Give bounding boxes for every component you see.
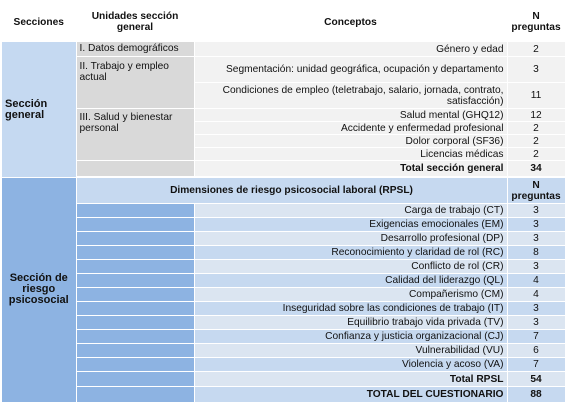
section-general-label: Sección general: [2, 42, 76, 178]
concept-cell: Segmentación: unidad geográfica, ocupación y departamento: [194, 57, 507, 83]
concept-cell: Conflicto de rol (CR): [194, 260, 507, 274]
n-cell: 8: [507, 246, 565, 260]
concept-cell: Confianza y justicia organizacional (CJ): [194, 330, 507, 344]
table-row: [2, 344, 565, 358]
concept-cell: Compañerismo (CM): [194, 288, 507, 302]
n-cell: 2: [507, 122, 565, 135]
table-row: [2, 274, 565, 288]
n-cell: 7: [507, 330, 565, 344]
n-cell: 12: [507, 109, 565, 122]
header-unidades: Unidades sección general: [76, 3, 194, 42]
table-row: [2, 204, 565, 218]
unit-trabajo-empleo: II. Trabajo y empleo actual: [76, 57, 194, 109]
concept-cell: Vulnerabilidad (VU): [194, 344, 507, 358]
n-cell: 4: [507, 288, 565, 302]
total-general-row: [2, 161, 565, 176]
concept-cell: Salud mental (GHQ12): [194, 109, 507, 122]
table-row: [2, 218, 565, 232]
total-general-n: 34: [507, 161, 565, 176]
n-cell: 3: [507, 218, 565, 232]
concept-cell: Reconocimiento y claridad de rol (RC): [194, 246, 507, 260]
n-cell: 2: [507, 148, 565, 161]
rpsl-n-header: N preguntas: [507, 178, 565, 204]
total-general-label: Total sección general: [194, 161, 507, 176]
section-rpsl-label: Sección de riesgo psicosocial: [2, 178, 76, 402]
table-header-row: [2, 3, 565, 42]
table-row: [2, 302, 565, 316]
table-row: [2, 57, 565, 83]
table-row: [2, 288, 565, 302]
rpsl-header-row: [2, 178, 565, 204]
table-row: [2, 330, 565, 344]
questionnaire-table: [2, 2, 566, 402]
concept-cell: Equilibrio trabajo vida privada (TV): [194, 316, 507, 330]
total-rpsl-n: 54: [507, 372, 565, 387]
grand-total-n: 88: [507, 387, 565, 402]
n-cell: 3: [507, 232, 565, 246]
n-cell: 2: [507, 135, 565, 148]
n-cell: 2: [507, 42, 565, 57]
grand-total-label: TOTAL DEL CUESTIONARIO: [194, 387, 507, 402]
concept-cell: Inseguridad sobre las condiciones de trabajo (IT): [194, 302, 507, 316]
unit-salud-bienestar: III. Salud y bienestar personal: [76, 109, 194, 161]
concept-cell: Desarrollo profesional (DP): [194, 232, 507, 246]
concept-cell: Dolor corporal (SF36): [194, 135, 507, 148]
n-cell: 3: [507, 302, 565, 316]
header-secciones: Secciones: [2, 3, 76, 42]
table-row: [2, 358, 565, 372]
concept-cell: Licencias médicas: [194, 148, 507, 161]
table-row: [2, 316, 565, 330]
header-conceptos: Conceptos: [194, 3, 507, 42]
n-cell: 3: [507, 204, 565, 218]
table-row: [2, 42, 565, 57]
n-cell: 6: [507, 344, 565, 358]
total-rpsl-row: [2, 372, 565, 387]
n-cell: 11: [507, 83, 565, 109]
unit-datos-demograficos: I. Datos demográficos: [76, 42, 194, 57]
n-cell: 3: [507, 260, 565, 274]
table-row: [2, 109, 565, 122]
concept-cell: Exigencias emocionales (EM): [194, 218, 507, 232]
n-cell: 3: [507, 57, 565, 83]
table-row: [2, 232, 565, 246]
total-rpsl-label: Total RPSL: [194, 372, 507, 387]
table-row: [2, 260, 565, 274]
blank-cell: [76, 161, 194, 176]
header-n-preguntas: N preguntas: [507, 3, 565, 42]
concept-cell: Calidad del liderazgo (QL): [194, 274, 507, 288]
rpsl-dims-header: Dimensiones de riesgo psicosocial laboral (RPSL): [76, 178, 507, 204]
n-cell: 3: [507, 316, 565, 330]
n-cell: 4: [507, 274, 565, 288]
concept-cell: Condiciones de empleo (teletrabajo, salario, jornada, contrato, satisfacción): [194, 83, 507, 109]
concept-cell: Género y edad: [194, 42, 507, 57]
concept-cell: Violencia y acoso (VA): [194, 358, 507, 372]
table-row: [2, 246, 565, 260]
grand-total-row: [2, 387, 565, 402]
concept-cell: Accidente y enfermedad profesional: [194, 122, 507, 135]
concept-cell: Carga de trabajo (CT): [194, 204, 507, 218]
n-cell: 7: [507, 358, 565, 372]
